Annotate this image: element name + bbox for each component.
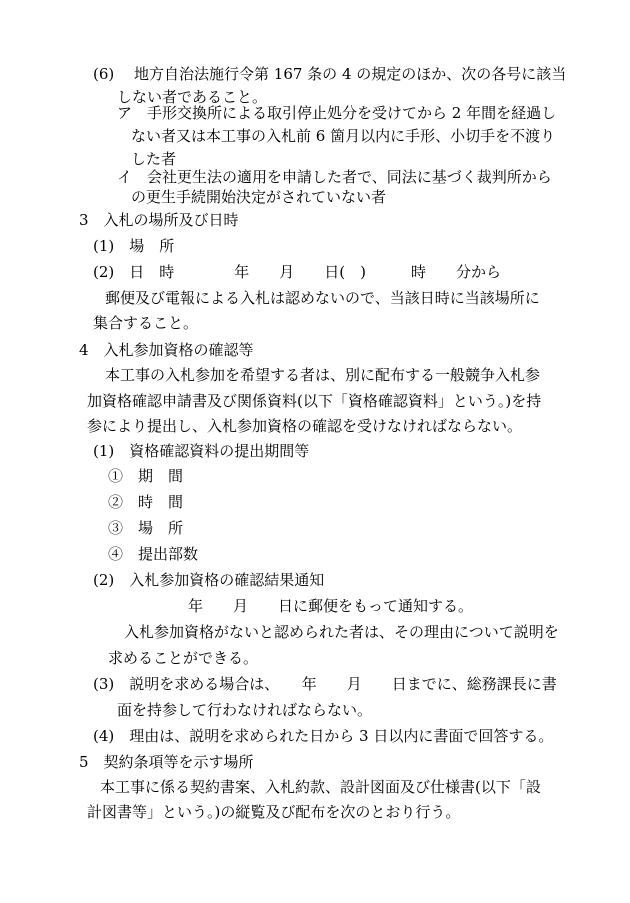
line-item-1 (93, 236, 174, 256)
line-paragraph (100, 777, 541, 797)
line-item-2 (93, 262, 501, 282)
line-sub-a-cont-2 (131, 149, 176, 169)
line-text: (6) 地方自治法施行令第 167 条の 4 の規定のほか、次の各号に該当 (93, 65, 567, 83)
line-text: ① 期 間 (108, 467, 184, 485)
line-text: 3 入札の場所及び日時 (79, 211, 239, 229)
line-circled-4 (108, 544, 198, 564)
line-text: (2) 日 時 年 月 日( ) 時 分から (93, 263, 501, 281)
line-text: 計図書等」という。)の縦覧及び配布を次のとおり行う。 (87, 803, 461, 821)
line-paragraph (124, 622, 559, 642)
heading-section-5 (79, 752, 254, 772)
line-text: 面を持参して行わなければならない。 (117, 701, 373, 719)
line-paragraph-cont (87, 416, 522, 436)
line-paragraph-cont (87, 391, 541, 411)
line-paragraph-cont (108, 648, 258, 668)
line-text: (4) 理由は、説明を求められた日から 3 日以内に書面で回答する。 (93, 727, 554, 745)
line-text: 年 月 日に郵便をもって通知する。 (188, 597, 474, 615)
line-sub-a (117, 103, 556, 123)
line-sub-i-cont (131, 187, 386, 207)
line-circled-3 (108, 518, 183, 538)
line-text: 求めることができる。 (108, 649, 259, 667)
line-text: ② 時 間 (108, 493, 184, 511)
line-notice-date (188, 596, 473, 616)
line-item-3 (93, 674, 557, 694)
line-text: 加資格確認申請書及び関係資料(以下「資格確認資料」という。)を持 (87, 392, 542, 410)
line-item-4 (93, 726, 553, 746)
line-item-6 (93, 64, 566, 84)
line-text: した者 (131, 150, 177, 168)
line-paragraph (105, 288, 540, 308)
line-text: 本工事の入札参加を希望する者は、別に配布する一般競争入札参 (105, 366, 541, 384)
line-text: の更生手続開始決定がされていない者 (131, 188, 387, 206)
line-text: (3) 説明を求める場合は、 年 月 日までに、総務課長に書 (93, 675, 557, 693)
line-text: 本工事に係る契約書案、入札約款、設計図面及び仕様書(以下「設 (100, 778, 541, 796)
line-text: 参により提出し、入札参加資格の確認を受けなければならない。 (87, 417, 523, 435)
line-item-3-cont (117, 700, 372, 720)
line-paragraph-cont (87, 802, 460, 822)
line-text: 集合すること。 (93, 314, 199, 332)
heading-section-4 (79, 340, 254, 360)
line-text: (1) 資格確認資料の提出期間等 (93, 442, 310, 460)
line-text: ④ 提出部数 (108, 545, 199, 563)
line-text: 4 入札参加資格の確認等 (79, 341, 254, 359)
line-text: (1) 場 所 (93, 237, 175, 255)
line-sub-i (117, 167, 552, 187)
line-sub-a-cont-1 (131, 126, 555, 146)
line-text: ア 手形交換所による取引停止処分を受けてから 2 年間を経過し (117, 104, 557, 122)
line-paragraph (105, 365, 540, 385)
line-text: 入札参加資格がないと認められた者は、その理由について説明を (124, 623, 559, 641)
line-circled-1 (108, 466, 183, 486)
line-text: 郵便及び電報による入札は認めないので、当該日時に当該場所に (105, 289, 540, 307)
line-circled-2 (108, 492, 183, 512)
line-paragraph-cont (93, 313, 198, 333)
line-text: イ 会社更生法の適用を申請した者で、同法に基づく裁判所から (117, 168, 552, 186)
line-item-2 (93, 570, 324, 590)
line-item-1 (93, 441, 309, 461)
line-text: (2) 入札参加資格の確認結果通知 (93, 571, 325, 589)
line-text: ③ 場 所 (108, 519, 184, 537)
line-text: しない者であること。 (117, 88, 268, 106)
line-text: ない者又は本工事の入札前 6 箇月以内に手形、小切手を不渡り (131, 127, 556, 145)
line-text: 5 契約条項等を示す場所 (79, 753, 254, 771)
heading-section-3 (79, 210, 239, 230)
